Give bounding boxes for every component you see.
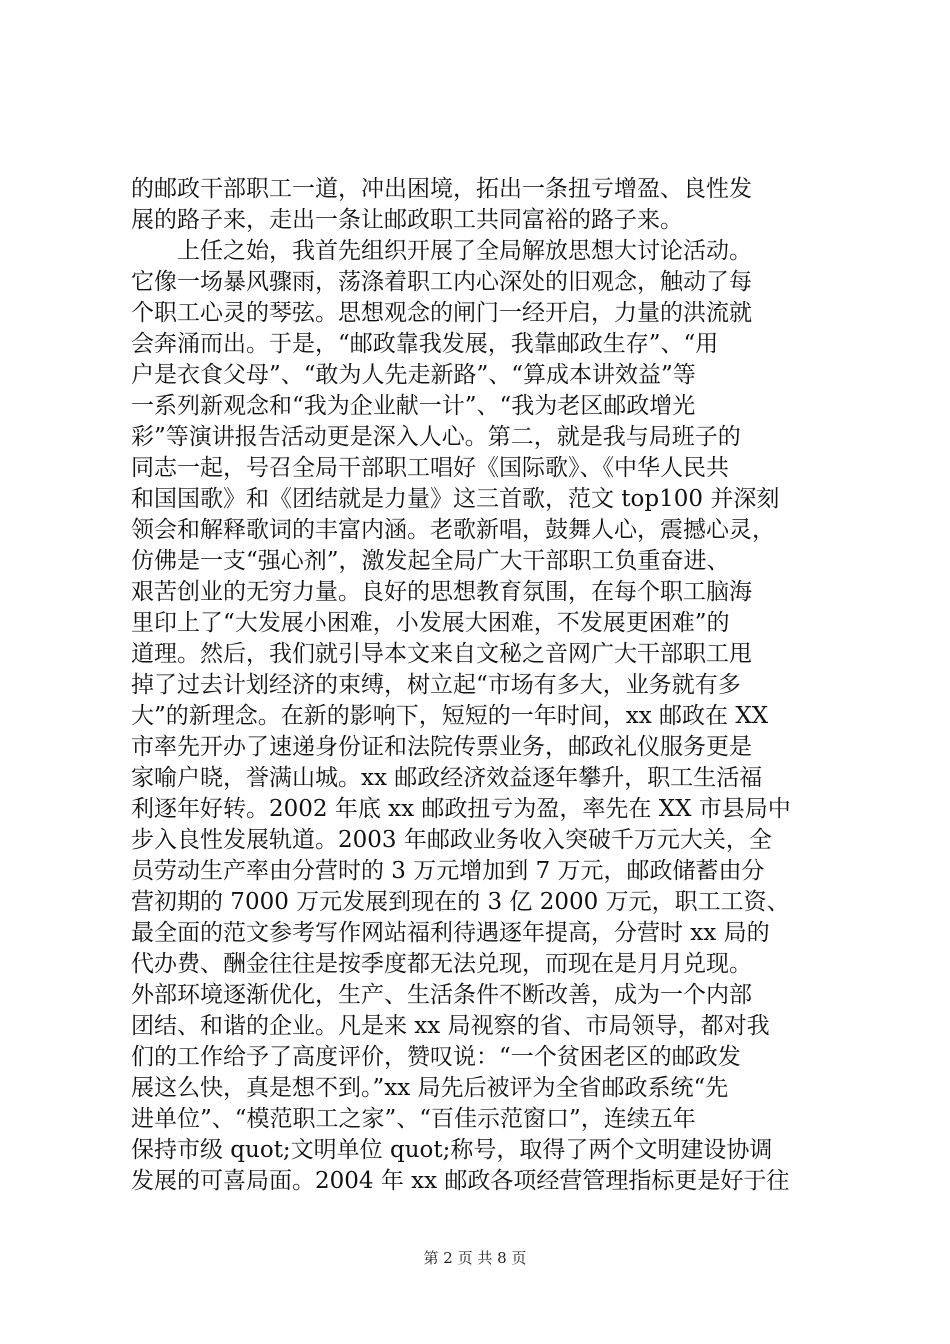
text-line: 彩”等演讲报告活动更是深入人心。第二，就是我与局班子的 xyxy=(131,424,741,450)
text-line: 发展的可喜局面。2004 年 xx 邮政各项经营管理指标更是好于往 xyxy=(131,1168,790,1194)
text-line: 领会和解释歌词的丰富内涵。老歌新唱，鼓舞人心，震撼心灵， xyxy=(131,517,775,543)
text-line: 们的工作给予了高度评价，赞叹说：“一个贫困老区的邮政发 xyxy=(131,1044,741,1070)
text-line: 团结、和谐的企业。凡是来 xx 局视察的省、市局领导，都对我 xyxy=(131,1013,770,1039)
text-line: 户是衣食父母”、“敢为人先走新路”、“算成本讲效益”等 xyxy=(131,362,696,388)
text-line: 里印上了“大发展小困难，小发展大困难，不发展更困难”的 xyxy=(131,610,730,636)
text-line: 员劳动生产率由分营时的 3 万元增加到 7 万元，邮政储蓄由分 xyxy=(131,858,765,884)
text-line: 个职工心灵的琴弦。思想观念的闸门一经开启，力量的洪流就 xyxy=(131,300,752,326)
text-line: 展的路子来，走出一条让邮政职工共同富裕的路子来。 xyxy=(131,207,683,233)
page-number: 第 2 页 共 8 页 xyxy=(423,1249,527,1267)
text-line: 进单位”、“模范职工之家”、“百佳示范窗口”，连续五年 xyxy=(131,1106,696,1132)
text-line: 它像一场暴风骤雨，荡涤着职工内心深处的旧观念，触动了每 xyxy=(131,269,752,295)
text-line: 保持市级 quot;文明单位 quot;称号，取得了两个文明建设协调 xyxy=(131,1137,773,1163)
text-line: 同志一起，号召全局干部职工唱好《国际歌》、《中华人民共 xyxy=(131,455,729,481)
body-text xyxy=(131,174,831,1197)
text-line: 仿佛是一支“强心剂”，激发起全局广大干部职工负重奋进、 xyxy=(131,548,730,574)
text-line: 利逐年好转。2002 年底 xx 邮政扭亏为盈，率先在 XX 市县局中 xyxy=(131,796,791,822)
text-line: 营初期的 7000 万元发展到现在的 3 亿 2000 万元，职工工资、 xyxy=(131,889,790,915)
text-line: 家喻户晓，誉满山城。xx 邮政经济效益逐年攀升，职工生活福 xyxy=(131,765,763,791)
text-line: 和国国歌》和《团结就是力量》这三首歌，范文 top100 并深刻 xyxy=(131,486,780,512)
text-line: 艰苦创业的无穷力量。良好的思想教育氛围，在每个职工脑海 xyxy=(131,579,752,605)
text-line: 会奔涌而出。于是，“邮政靠我发展，我靠邮政生存”、“用 xyxy=(131,331,719,357)
text-line: 的邮政干部职工一道，冲出困境，拓出一条扭亏增盈、良性发 xyxy=(131,176,752,202)
text-line: 展这么快，真是想不到。”xx 局先后被评为全省邮政系统“先 xyxy=(131,1075,729,1101)
text-line: 最全面的范文参考写作网站福利待遇逐年提高，分营时 xx 局的 xyxy=(131,920,770,946)
text-line: 代办费、酬金往往是按季度都无法兑现，而现在是月月兑现。 xyxy=(131,951,752,977)
text-line: 掉了过去计划经济的束缚，树立起“市场有多大，业务就有多 xyxy=(131,672,741,698)
text-line: 市率先开办了速递身份证和法院传票业务，邮政礼仪服务更是 xyxy=(131,734,752,760)
text-line: 大”的新理念。在新的影响下，短短的一年时间，xx 邮政在 XX xyxy=(131,703,769,729)
text-line: 外部环境逐渐优化，生产、生活条件不断改善，成为一个内部 xyxy=(131,982,752,1008)
text-line: 上任之始，我首先组织开展了全局解放思想大讨论活动。 xyxy=(131,238,752,264)
text-line: 步入良性发展轨道。2003 年邮政业务收入突破千万元大关，全 xyxy=(131,827,772,853)
text-line: 一系列新观念和“我为企业献一计”、“我为老区邮政增光 xyxy=(131,393,696,419)
text-line: 道理。然后，我们就引导本文来自文秘之音网广大干部职工甩 xyxy=(131,641,752,667)
